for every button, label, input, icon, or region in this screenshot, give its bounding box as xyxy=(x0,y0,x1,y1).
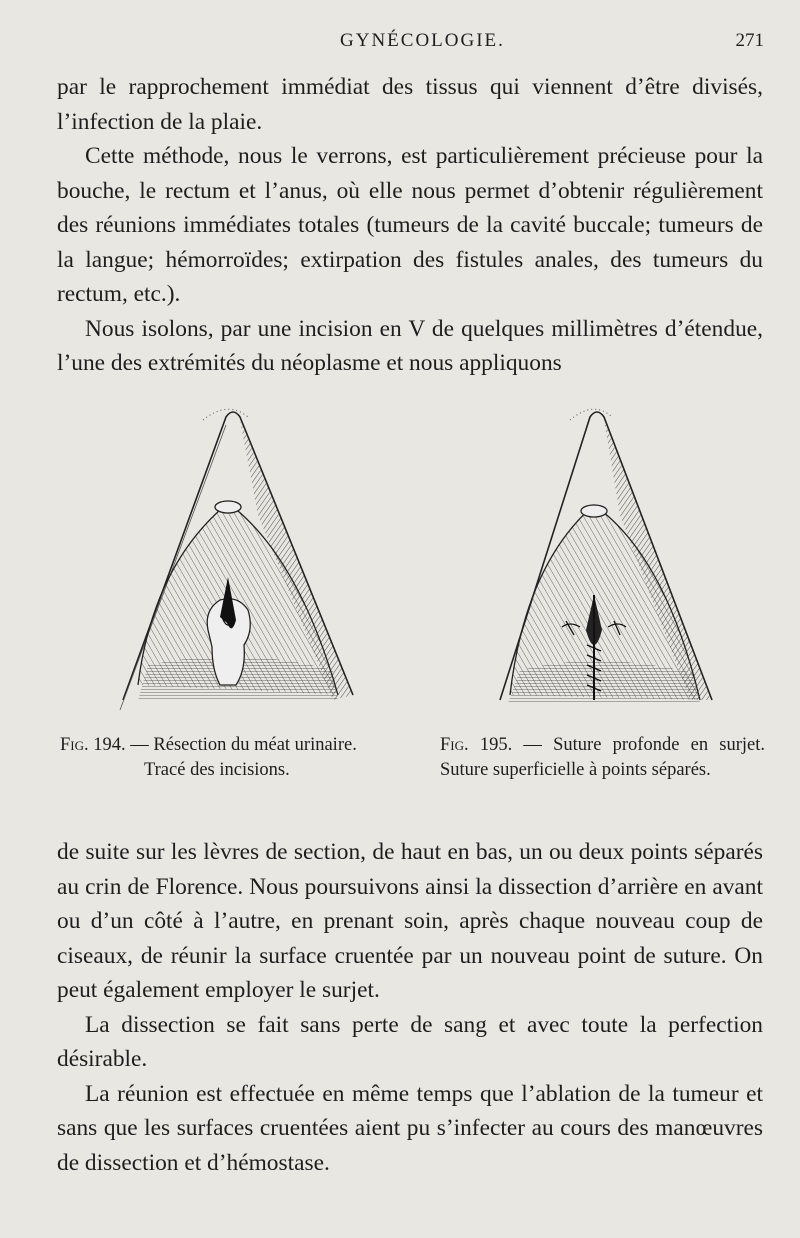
running-title: GYNÉCOLOGIE. xyxy=(340,30,505,51)
paragraph-continuation: par le rapprochement immédiat des tissus qui viennent d’être divisés, l’infection de la plaie. xyxy=(57,74,763,135)
figure-195-label: Fig. 195. xyxy=(440,735,513,755)
figure-194-caption-line1: — Résection du méat urinaire. xyxy=(130,735,357,755)
figure-194-label: Fig. 194. xyxy=(60,735,126,755)
paragraph-method: Cette méthode, nous le verrons, est particulièrement précieuse pour la bouche, le rectum et l’anus, où elle nous permet d’obtenir régulièrement des réunions immédiates totales (tumeurs de la cavité buccale; tumeurs de la langue; hémorroïdes; extirpation des fistules anales, des tumeurs du rectum, etc.). xyxy=(57,143,763,307)
body-text-top xyxy=(57,70,763,381)
paragraph-reunion: La réunion est effectuée en même temps que l’ablation de la tumeur et sans que les surfaces cruentées aient pu s’infecter au cours des manœuvres de dissection et d’hémostase. xyxy=(57,1080,763,1176)
figure-194-caption xyxy=(60,733,420,783)
body-text-bottom xyxy=(57,835,763,1180)
running-head xyxy=(0,30,800,60)
paragraph-suture: de suite sur les lèvres de section, de haut en bas, un ou deux points séparés au crin de Florence. Nous poursuivons ainsi la dissection d’arrière en avant ou d’un côté à l’autre, en prenant soin, après chaque nouveau coup de ciseaux, de réunir la surface cruentée par un nouveau point de suture. On peut également employer le surjet. xyxy=(57,839,763,1003)
figure-194-illustration xyxy=(108,395,358,725)
paragraph-dissection: La dissection se fait sans perte de sang et avec toute la perfection désirable. xyxy=(57,1011,763,1072)
figure-195-caption-text: — Suture profonde en surjet. Suture superficielle à points séparés. xyxy=(440,735,765,780)
page-number: 271 xyxy=(735,30,764,51)
figure-194-caption-line2: Tracé des incisions. xyxy=(144,760,290,780)
paragraph-incision: Nous isolons, par une incision en V de quelques millimètres d’étendue, l’une des extrémités du néoplasme et nous appliquons xyxy=(57,315,763,376)
figure-195-illustration xyxy=(490,395,720,725)
figure-195-caption xyxy=(440,733,765,783)
